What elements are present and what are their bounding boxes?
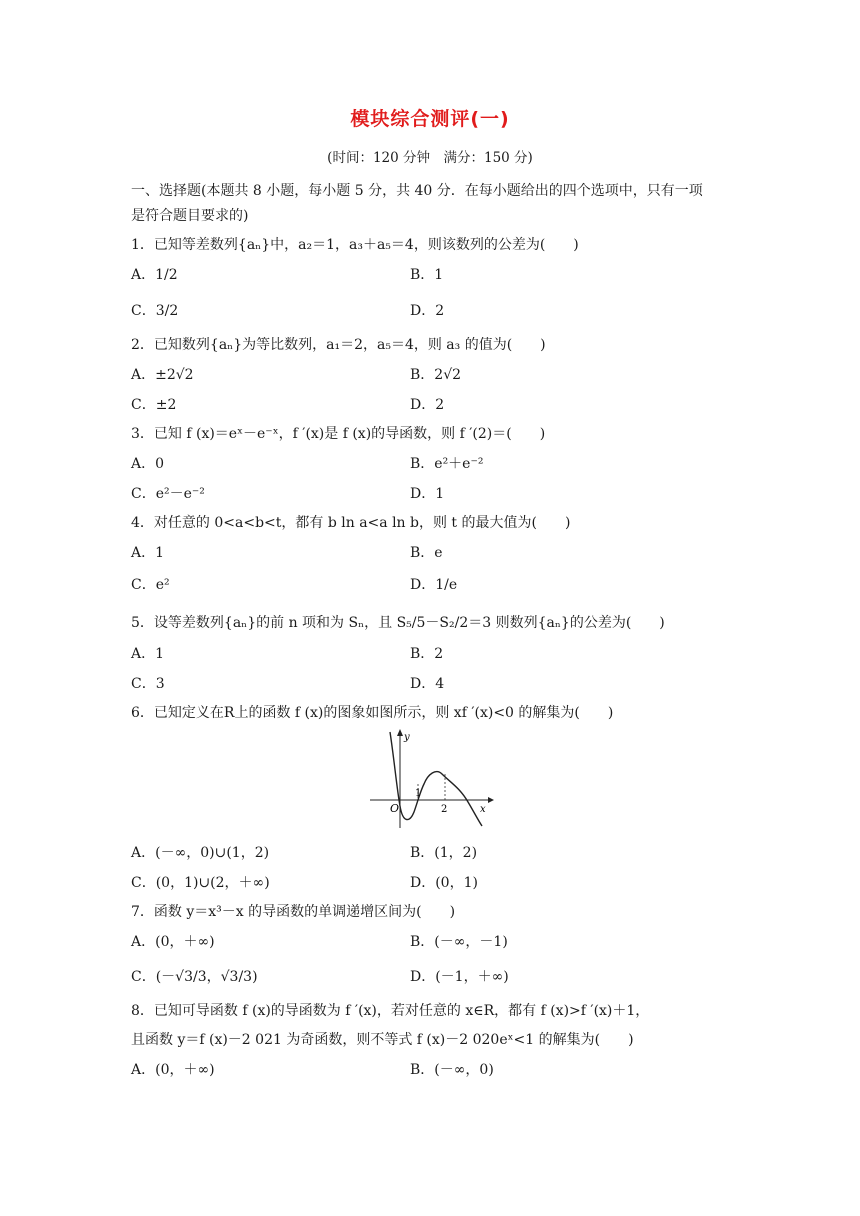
question-5-option-c[interactable]: C．3 xyxy=(131,676,165,692)
question-3-stem: 3．已知 f (x)＝eˣ－e⁻ˣ，f ′(x)是 f (x)的导函数，则 f ′(2)＝( ) xyxy=(131,426,546,442)
question-2-option-c[interactable]: C．±2 xyxy=(131,397,177,413)
question-8-stem: 8．已知可导函数 f (x)的导函数为 f ′(x)，若对任意的 x∈R，都有 f (x)>f ′(x)＋1， xyxy=(131,1003,650,1019)
question-1-option-a[interactable]: A．1/2 xyxy=(131,267,178,283)
question-7-option-a[interactable]: A．(0，＋∞) xyxy=(131,934,215,950)
question-4-stem: 4．对任意的 0<a<b<t，都有 b ln a<a ln b，则 t 的最大值为( ) xyxy=(131,515,571,531)
exam-info: (时间：120 分钟 满分：150 分) xyxy=(327,150,533,166)
question-6-option-d[interactable]: D．(0，1) xyxy=(410,875,478,891)
question-8-option-b[interactable]: B．(－∞，0) xyxy=(410,1062,494,1078)
question-6-option-a[interactable]: A．(－∞，0)∪(1，2) xyxy=(131,845,270,861)
question-1-option-c[interactable]: C．3/2 xyxy=(131,303,179,319)
question-5-option-d[interactable]: D．4 xyxy=(410,676,445,692)
tick-label-1: 1 xyxy=(415,788,422,799)
question-7-option-c[interactable]: C．(－√3/3，√3/3) xyxy=(131,969,258,985)
x-axis-label: x xyxy=(480,804,486,815)
section-heading-line2: 是符合题目要求的) xyxy=(131,208,249,224)
function-curve xyxy=(390,732,482,826)
x-axis-arrow-icon xyxy=(488,797,494,803)
question-4-option-c[interactable]: C．e² xyxy=(131,577,170,593)
page-title: 模块综合测评(一) xyxy=(350,108,510,130)
question-3-option-c[interactable]: C．e²－e⁻² xyxy=(131,486,205,502)
question-7-option-b[interactable]: B．(－∞，－1) xyxy=(410,934,508,950)
y-axis-arrow-icon xyxy=(397,729,403,736)
question-6-option-c[interactable]: C．(0，1)∪(2，＋∞) xyxy=(131,875,270,891)
question-8-option-a[interactable]: A．(0，＋∞) xyxy=(131,1062,215,1078)
function-graph xyxy=(370,728,495,830)
question-5-option-a[interactable]: A．1 xyxy=(131,646,165,662)
question-5-stem: 5．设等差数列{aₙ}的前 n 项和为 Sₙ，且 S₅/5－S₂/2＝3 则数列{aₙ}的公差为( ) xyxy=(131,615,665,631)
question-3-option-b[interactable]: B．e²＋e⁻² xyxy=(410,456,484,472)
question-4-option-b[interactable]: B．e xyxy=(410,545,443,561)
question-7-stem: 7．函数 y＝x³－x 的导函数的单调递增区间为( ) xyxy=(131,904,456,920)
y-axis-label: y xyxy=(404,732,410,743)
question-6-stem: 6．已知定义在R上的函数 f (x)的图象如图所示，则 xf ′(x)<0 的解集为( ) xyxy=(131,705,614,721)
question-2-option-b[interactable]: B．2√2 xyxy=(410,367,462,383)
question-2-option-a[interactable]: A．±2√2 xyxy=(131,367,194,383)
question-8-stem-continued: 且函数 y＝f (x)－2 021 为奇函数，则不等式 f (x)－2 020eˣ<1 的解集为( ) xyxy=(131,1032,634,1048)
question-1-option-b[interactable]: B．1 xyxy=(410,267,444,283)
tick-label-2: 2 xyxy=(441,804,448,815)
origin-label: O xyxy=(390,802,400,815)
question-5-option-b[interactable]: B．2 xyxy=(410,646,444,662)
question-4-option-d[interactable]: D．1/e xyxy=(410,577,458,593)
section-heading-line1: 一、选择题(本题共 8 小题，每小题 5 分，共 40 分．在每小题给出的四个选项中，只有一项 xyxy=(131,183,703,199)
question-4-option-a[interactable]: A．1 xyxy=(131,545,165,561)
question-1-option-d[interactable]: D．2 xyxy=(410,303,445,319)
question-6-option-b[interactable]: B．(1，2) xyxy=(410,845,478,861)
question-3-option-d[interactable]: D．1 xyxy=(410,486,445,502)
question-1-stem: 1．已知等差数列{aₙ}中，a₂＝1，a₃＋a₅＝4，则该数列的公差为( ) xyxy=(131,237,579,253)
question-2-stem: 2．已知数列{aₙ}为等比数列，a₁＝2，a₅＝4，则 a₃ 的值为( ) xyxy=(131,337,546,353)
question-7-option-d[interactable]: D．(－1，＋∞) xyxy=(410,969,509,985)
question-2-option-d[interactable]: D．2 xyxy=(410,397,445,413)
question-3-option-a[interactable]: A．0 xyxy=(131,456,165,472)
